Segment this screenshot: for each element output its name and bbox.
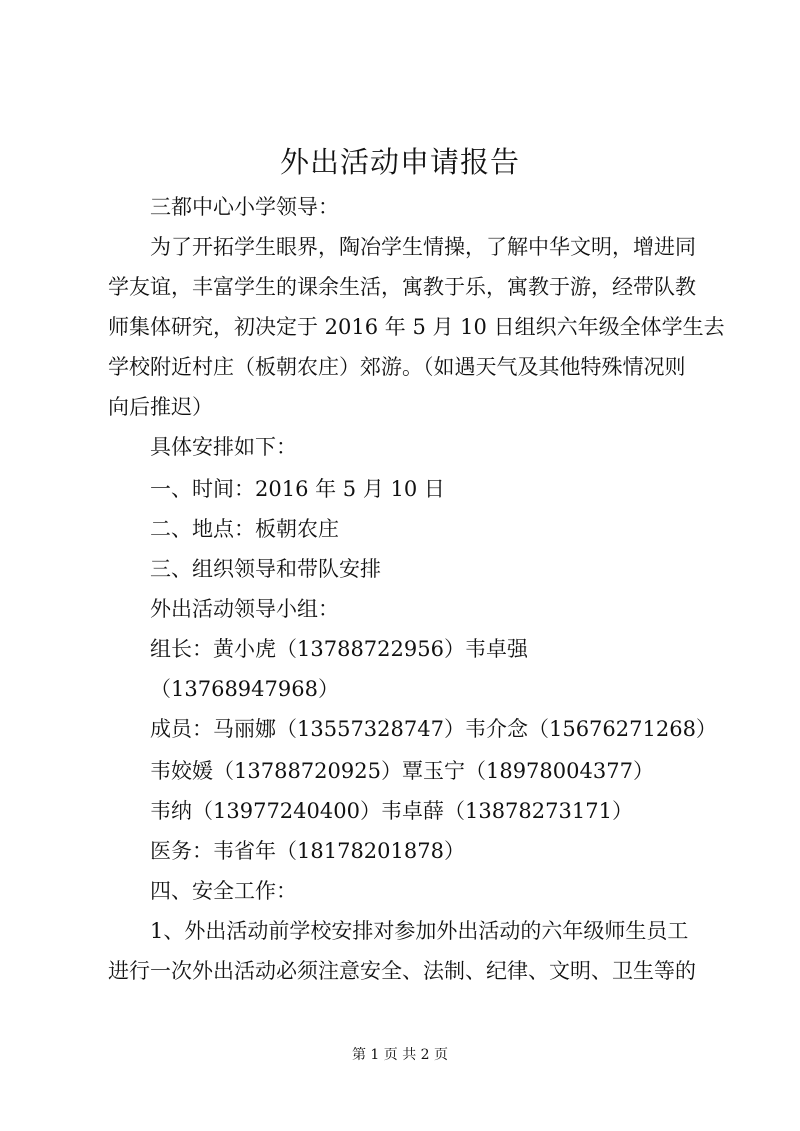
members-line: 成员：马丽娜（13557328747）韦介念（15676271268）: [150, 717, 717, 741]
time-line: 一、时间：2016 年 5 月 10 日: [150, 477, 445, 501]
safety-body-line: 进行一次外出活动必须注意安全、法制、纪律、文明、卫生等的: [108, 959, 696, 983]
safety-body-line: 1、外出活动前学校安排对参加外出活动的六年级师生员工: [150, 919, 689, 943]
members-line: 韦姣媛（13788720925）覃玉宁（18978004377）: [150, 759, 654, 783]
leader-line: 组长：黄小虎（13788722956）韦卓强: [150, 637, 528, 661]
body-line: 学友谊，丰富学生的课余生活，寓教于乐，寓教于游，经带队教: [108, 275, 696, 299]
safety-heading: 四、安全工作：: [150, 879, 297, 903]
document-title: 外出活动申请报告: [279, 145, 520, 179]
organization-heading: 三、组织领导和带队安排: [150, 557, 381, 581]
body-line: 师集体研究，初决定于 2016 年 5 月 10 日组织六年级全体学生去: [108, 315, 725, 339]
body-line: 向后推迟）: [108, 395, 213, 419]
arrangement-heading: 具体安排如下：: [150, 435, 297, 459]
leadership-group-heading: 外出活动领导小组：: [150, 597, 339, 621]
leader-phone-line: （13768947968）: [150, 677, 339, 701]
location-line: 二、地点：板朝农庄: [150, 517, 339, 541]
members-line: 韦纳（13977240400）韦卓薛（13878273171）: [150, 799, 633, 823]
medical-line: 医务：韦省年（18178201878）: [150, 839, 465, 863]
body-line: 学校附近村庄（板朝农庄）郊游。（如遇天气及其他特殊情况则: [108, 355, 686, 379]
salutation-line: 三都中心小学领导：: [150, 195, 339, 219]
body-line: 为了开拓学生眼界，陶冶学生情操，了解中华文明，增进同: [150, 235, 696, 259]
page-number: 第 1 页 共 2 页: [351, 1047, 449, 1063]
